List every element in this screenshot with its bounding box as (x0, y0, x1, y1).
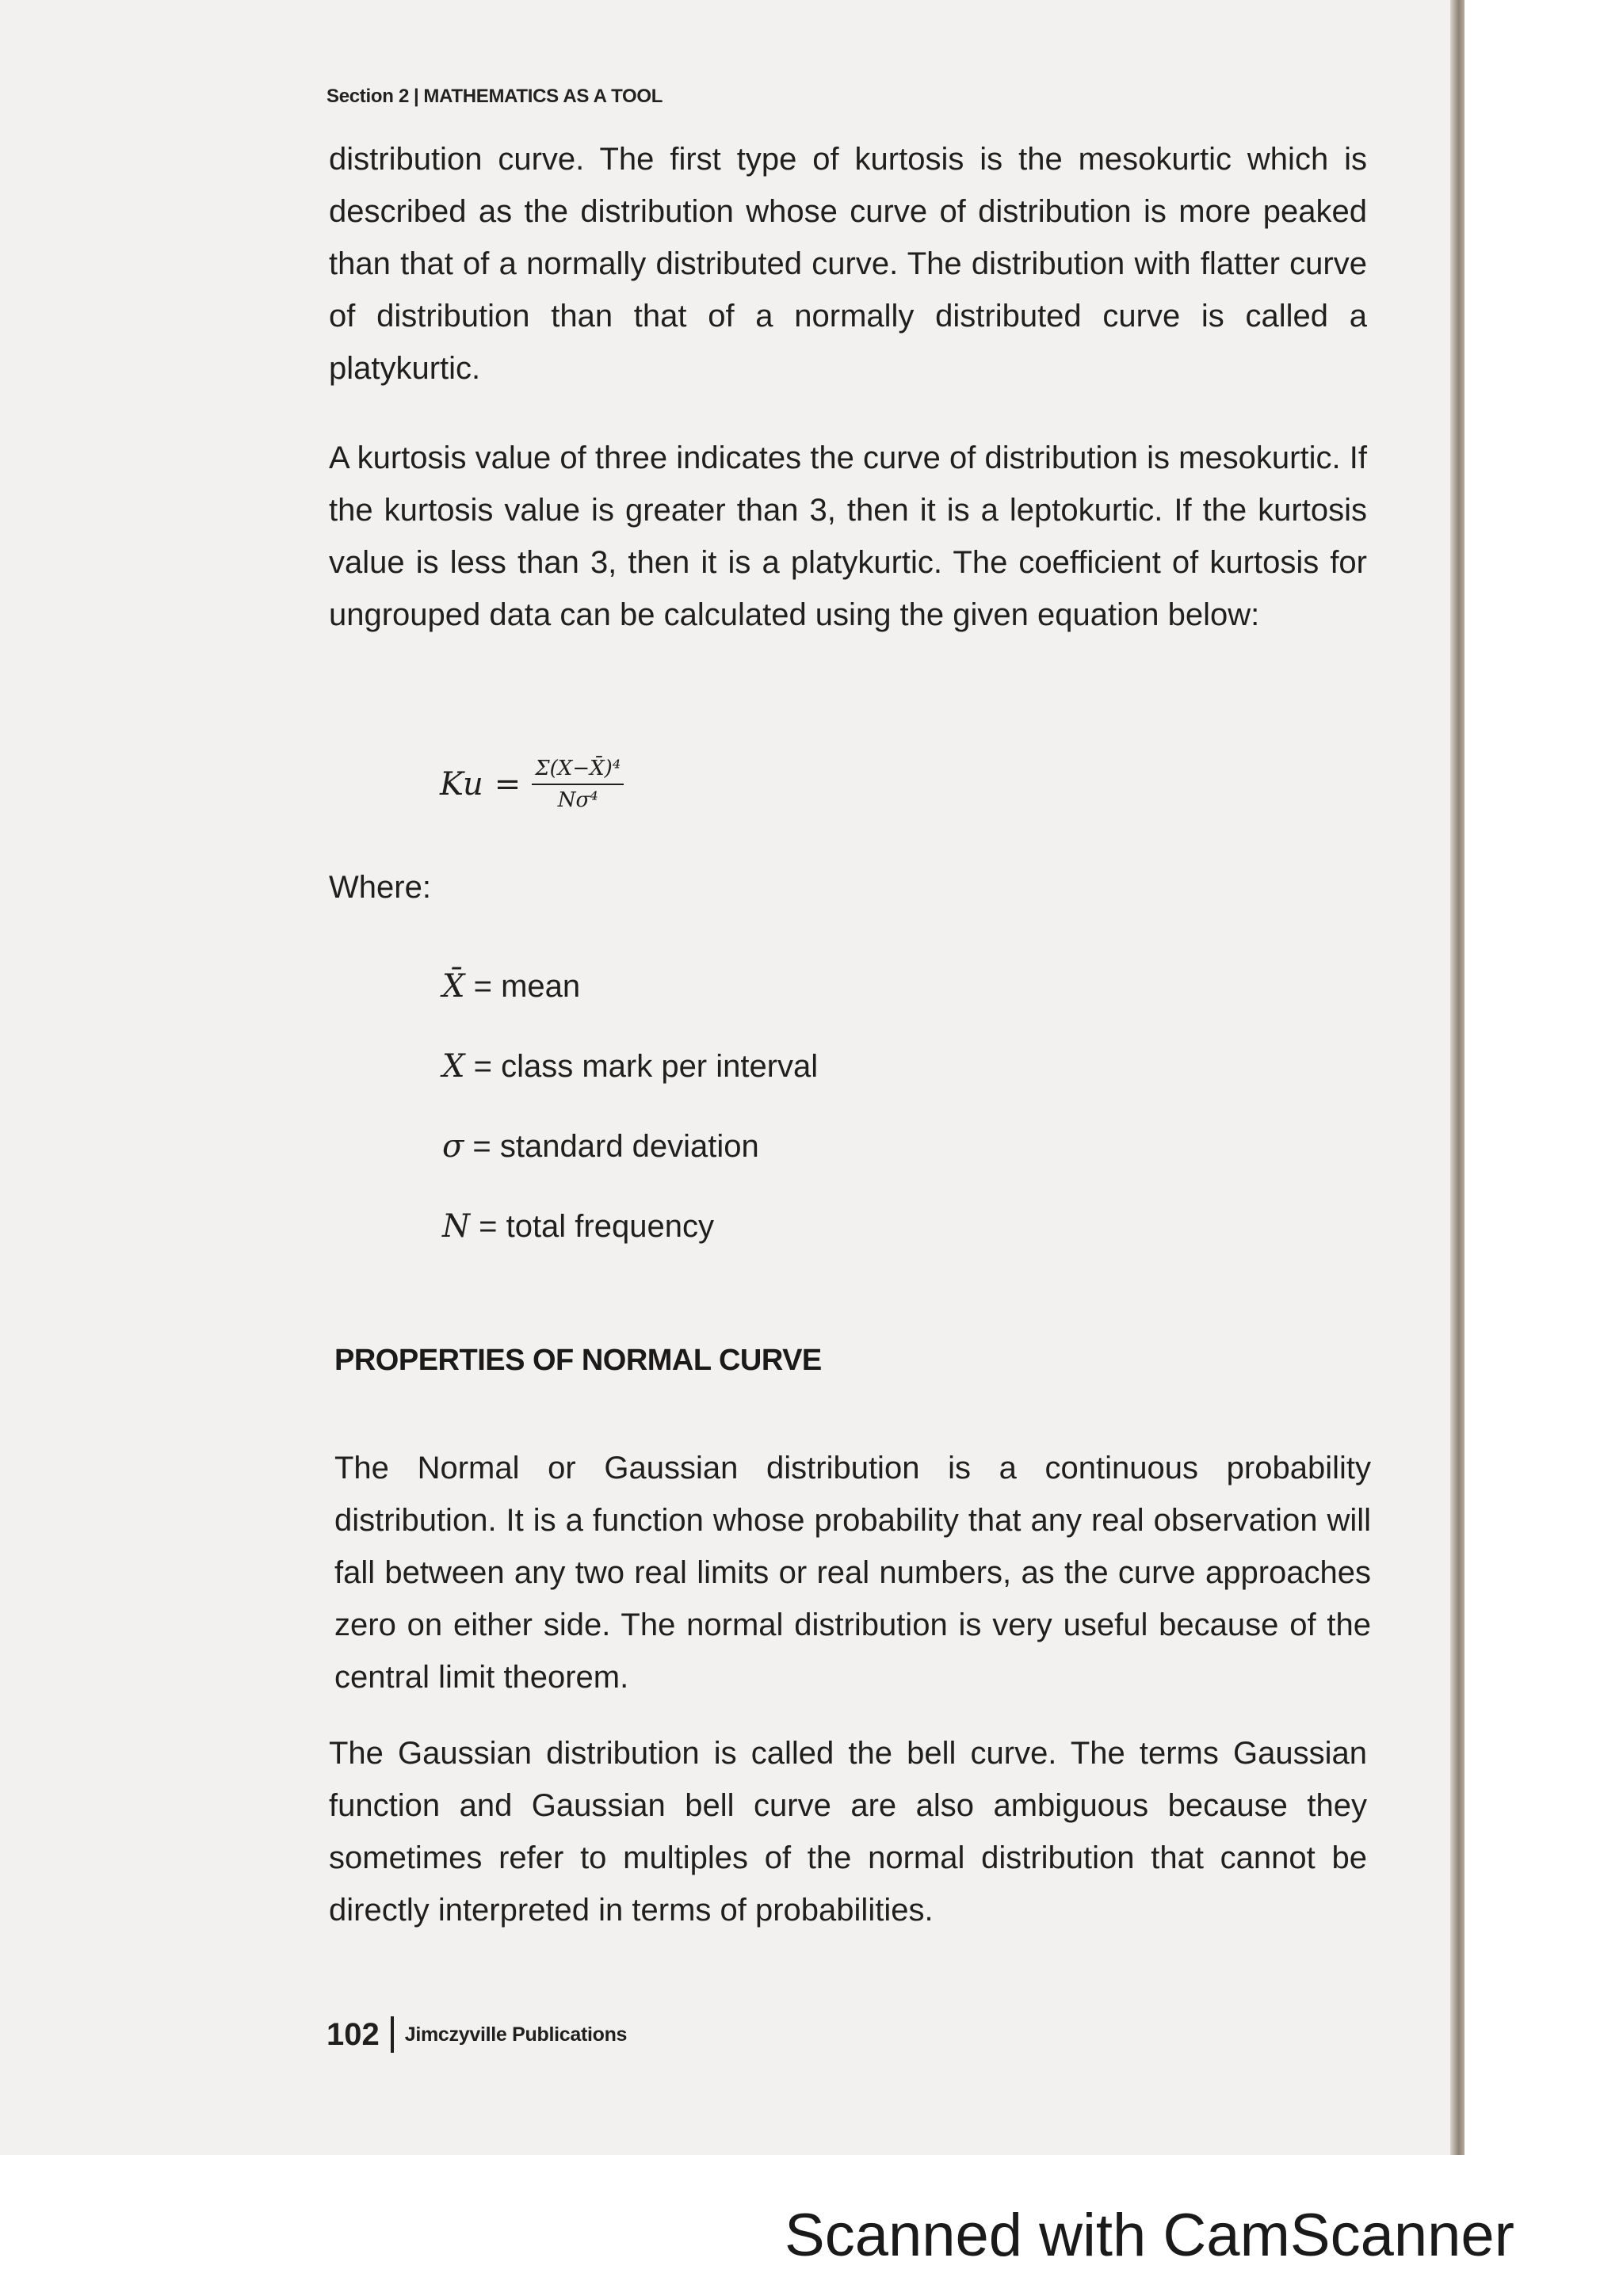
formula-numerator: Σ(X−X̄)⁴ (532, 757, 624, 785)
footer-divider (391, 2016, 394, 2053)
definition-symbol: X̄ (442, 968, 465, 1005)
page-number: 102 (327, 2016, 380, 2052)
definition-class-mark (442, 1048, 818, 1085)
definition-symbol: X (442, 1048, 465, 1085)
formula-lhs: Ku (440, 766, 483, 803)
definition-standard-deviation (442, 1128, 759, 1165)
header-title: MATHEMATICS AS A TOOL (423, 86, 663, 107)
paragraph-normal-distribution: The Normal or Gaussian distribution is a continuous probability distribution. It is a function whose probability that any real observation will fall between any two real limits or real numbers, as the curve approaches zero on either side. The normal distribution is very useful because of the central limit theorem. (334, 1451, 1371, 1695)
definition-text: = standard deviation (464, 1129, 759, 1164)
definition-text: = class mark per interval (464, 1049, 819, 1084)
page-binding-edge (1450, 0, 1465, 2155)
paragraph-kurtosis-types: distribution curve. The first type of kurtosis is the mesokurtic which is described as the distribution whose curve of distribution is more peaked than that of a normally distributed curve. The distribution with flatter curve of distribution than that of a normally distributed curve is called a platykurtic. (329, 142, 1367, 386)
definition-text: = total frequency (470, 1209, 714, 1244)
formula-equals: = (494, 766, 521, 803)
running-header (327, 86, 663, 108)
section-heading: PROPERTIES OF NORMAL CURVE (334, 1344, 822, 1377)
definition-symbol: σ (442, 1128, 464, 1165)
definition-total-frequency (442, 1208, 714, 1245)
where-label: Where: (329, 870, 431, 905)
formula-fraction (532, 757, 624, 812)
definition-mean (442, 968, 580, 1005)
paragraph-kurtosis-values: A kurtosis value of three indicates the curve of distribution is mesokurtic. If the kurtosis value is greater than 3, then it is a leptokurtic. If the kurtosis value is less than 3, then it is a platykurtic. The coefficient of kurtosis for ungrouped data can be calculated using the given equation below: (329, 441, 1367, 632)
scanner-watermark: Scanned with CamScanner (785, 2202, 1514, 2269)
definition-text: = mean (464, 969, 581, 1004)
kurtosis-formula (440, 757, 624, 812)
formula-denominator: Nσ⁴ (557, 788, 598, 812)
definition-symbol: N (442, 1208, 470, 1245)
paragraph-gaussian-bell-curve: The Gaussian distribution is called the bell curve. The terms Gaussian function and Gaussian bell curve are also ambiguous because they sometimes refer to multiples of the normal distribution that cannot be directly interpreted in terms of probabilities. (329, 1736, 1367, 1928)
header-separator: | (414, 86, 419, 107)
publisher-name: Jimczyville Publications (404, 2023, 628, 2046)
header-section: Section 2 (327, 86, 409, 107)
page-footer (327, 2016, 627, 2053)
